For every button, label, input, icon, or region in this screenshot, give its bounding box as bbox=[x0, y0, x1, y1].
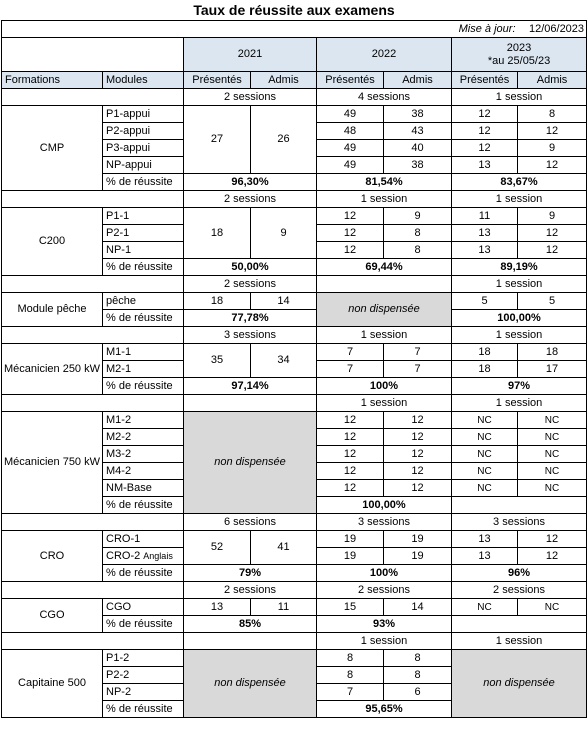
admis-2022: 43 bbox=[384, 123, 452, 140]
rate-label: % de réussite bbox=[103, 378, 184, 395]
sessions-2021: 2 sessions bbox=[184, 582, 317, 599]
module-name: pêche bbox=[103, 293, 184, 310]
presentes-2023: 13 bbox=[452, 225, 518, 242]
presentes-2021: 27 bbox=[184, 106, 251, 174]
presentes-2022: 12 bbox=[317, 242, 384, 259]
presentes-2023: NC bbox=[452, 429, 518, 446]
presentes-2022: 19 bbox=[317, 548, 384, 565]
rate-label: % de réussite bbox=[103, 616, 184, 633]
admis-2023: NC bbox=[518, 429, 587, 446]
admis-2023: 8 bbox=[518, 106, 587, 123]
sessions-2023: 2 sessions bbox=[452, 582, 587, 599]
blank-cell bbox=[2, 327, 184, 344]
header-presentes: Présentés bbox=[317, 72, 384, 89]
sessions-2022: 1 session bbox=[317, 327, 452, 344]
rate-2021: 97,14% bbox=[184, 378, 317, 395]
rate-2021: 79% bbox=[184, 565, 317, 582]
rate-2023: 96% bbox=[452, 565, 587, 582]
presentes-2022: 12 bbox=[317, 412, 384, 429]
presentes-2022: 15 bbox=[317, 599, 384, 616]
admis-2022: 7 bbox=[384, 361, 452, 378]
admis-2023: 9 bbox=[518, 140, 587, 157]
presentes-2023: 13 bbox=[452, 548, 518, 565]
rate-2022: 69,44% bbox=[317, 259, 452, 276]
module-code: CRO-2 bbox=[106, 549, 141, 562]
blank-cell bbox=[2, 582, 184, 599]
presentes-2023: 13 bbox=[452, 157, 518, 174]
module-name: M2-2 bbox=[103, 429, 184, 446]
presentes-2023: 12 bbox=[452, 140, 518, 157]
sessions-2022: 3 sessions bbox=[317, 514, 452, 531]
rate-2023: 100,00% bbox=[452, 310, 587, 327]
admis-2023: 12 bbox=[518, 225, 587, 242]
rate-2021: 50,00% bbox=[184, 259, 317, 276]
not-offered-2023: non dispensée bbox=[452, 650, 587, 718]
presentes-2022: 49 bbox=[317, 106, 384, 123]
admis-2021: 26 bbox=[251, 106, 317, 174]
presentes-2022: 8 bbox=[317, 667, 384, 684]
admis-2022: 14 bbox=[384, 599, 452, 616]
sessions-2023: 1 session bbox=[452, 191, 587, 208]
presentes-2023: 13 bbox=[452, 531, 518, 548]
admis-2022: 12 bbox=[384, 463, 452, 480]
presentes-2022: 49 bbox=[317, 157, 384, 174]
admis-2022: 8 bbox=[384, 242, 452, 259]
module-name: M3-2 bbox=[103, 446, 184, 463]
sessions-2021: 2 sessions bbox=[184, 276, 317, 293]
blank-cell bbox=[2, 395, 184, 412]
header-admis: Admis bbox=[518, 72, 587, 89]
presentes-2022: 12 bbox=[317, 446, 384, 463]
module-name: P2-2 bbox=[103, 667, 184, 684]
admis-2022: 6 bbox=[384, 684, 452, 701]
presentes-2022: 12 bbox=[317, 225, 384, 242]
admis-2023: 18 bbox=[518, 344, 587, 361]
admis-2023: NC bbox=[518, 599, 587, 616]
presentes-2022: 12 bbox=[317, 208, 384, 225]
module-name: P2-appui bbox=[103, 123, 184, 140]
header-admis: Admis bbox=[251, 72, 317, 89]
presentes-2023: NC bbox=[452, 446, 518, 463]
admis-2021: 9 bbox=[251, 208, 317, 259]
presentes-2023: NC bbox=[452, 599, 518, 616]
formation-name: CGO bbox=[2, 599, 103, 633]
module-name: P2-1 bbox=[103, 225, 184, 242]
presentes-2023: 12 bbox=[452, 123, 518, 140]
blank-cell bbox=[184, 633, 317, 650]
presentes-2021: 52 bbox=[184, 531, 251, 565]
module-name: M1-2 bbox=[103, 412, 184, 429]
rate-2021: 77,78% bbox=[184, 310, 317, 327]
module-name: M2-1 bbox=[103, 361, 184, 378]
sessions-2022: 1 session bbox=[317, 191, 452, 208]
sessions-2023: 1 session bbox=[452, 327, 587, 344]
presentes-2021: 18 bbox=[184, 293, 251, 310]
sessions-2022: 1 session bbox=[317, 633, 452, 650]
admis-2021: 14 bbox=[251, 293, 317, 310]
admis-2023: NC bbox=[518, 412, 587, 429]
year-2023-note: *au 25/05/23 bbox=[487, 54, 551, 67]
module-name: M1-1 bbox=[103, 344, 184, 361]
rate-label: % de réussite bbox=[103, 497, 184, 514]
blank-cell bbox=[2, 191, 184, 208]
header-admis: Admis bbox=[384, 72, 452, 89]
header-presentes: Présentés bbox=[452, 72, 518, 89]
sessions-2021: 3 sessions bbox=[184, 327, 317, 344]
admis-2021: 41 bbox=[251, 531, 317, 565]
sessions-2023: 1 session bbox=[452, 633, 587, 650]
header-modules: Modules bbox=[103, 72, 184, 89]
presentes-2022: 48 bbox=[317, 123, 384, 140]
module-name: CRO-1 bbox=[103, 531, 184, 548]
blank-cell bbox=[2, 633, 184, 650]
blank-cell bbox=[452, 497, 587, 514]
admis-2022: 12 bbox=[384, 446, 452, 463]
rate-2022: 93% bbox=[317, 616, 452, 633]
admis-2022: 8 bbox=[384, 225, 452, 242]
page-title: Taux de réussite aux examens bbox=[2, 0, 587, 21]
module-name: M4-2 bbox=[103, 463, 184, 480]
rate-2022: 100% bbox=[317, 565, 452, 582]
admis-2022: 40 bbox=[384, 140, 452, 157]
presentes-2023: NC bbox=[452, 480, 518, 497]
formation-name: Capitaine 500 bbox=[2, 650, 103, 718]
formation-name: CRO bbox=[2, 531, 103, 582]
blank-cell bbox=[184, 395, 317, 412]
blank-cell bbox=[2, 514, 184, 531]
admis-2023: 12 bbox=[518, 548, 587, 565]
sessions-2023: 1 session bbox=[452, 89, 587, 106]
presentes-2022: 12 bbox=[317, 429, 384, 446]
rate-label: % de réussite bbox=[103, 310, 184, 327]
admis-2022: 12 bbox=[384, 412, 452, 429]
admis-2022: 38 bbox=[384, 106, 452, 123]
admis-2021: 34 bbox=[251, 344, 317, 378]
rate-2021: 96,30% bbox=[184, 174, 317, 191]
module-name: P1-1 bbox=[103, 208, 184, 225]
presentes-2023: 13 bbox=[452, 242, 518, 259]
sessions-2022: 4 sessions bbox=[317, 89, 452, 106]
presentes-2021: 35 bbox=[184, 344, 251, 378]
update-date: 12/06/2023 bbox=[518, 21, 587, 38]
blank-cell bbox=[317, 276, 452, 293]
admis-2022: 12 bbox=[384, 480, 452, 497]
module-name: NP-2 bbox=[103, 684, 184, 701]
presentes-2023: NC bbox=[452, 412, 518, 429]
admis-2023: 17 bbox=[518, 361, 587, 378]
presentes-2023: 5 bbox=[452, 293, 518, 310]
presentes-2022: 8 bbox=[317, 650, 384, 667]
admis-2022: 8 bbox=[384, 667, 452, 684]
rate-2023: 97% bbox=[452, 378, 587, 395]
admis-2023: 5 bbox=[518, 293, 587, 310]
presentes-2021: 13 bbox=[184, 599, 251, 616]
year-2023 bbox=[452, 38, 587, 72]
rate-2023: 83,67% bbox=[452, 174, 587, 191]
year-2022: 2022 bbox=[317, 38, 452, 72]
not-offered-2022: non dispensée bbox=[317, 293, 452, 327]
year-2021: 2021 bbox=[184, 38, 317, 72]
module-name: P1-2 bbox=[103, 650, 184, 667]
rate-2023: 89,19% bbox=[452, 259, 587, 276]
presentes-2022: 19 bbox=[317, 531, 384, 548]
presentes-2022: 7 bbox=[317, 684, 384, 701]
sessions-2021: 2 sessions bbox=[184, 89, 317, 106]
module-name: NP-appui bbox=[103, 157, 184, 174]
sessions-2023: 1 session bbox=[452, 395, 587, 412]
presentes-2021: 18 bbox=[184, 208, 251, 259]
admis-2021: 11 bbox=[251, 599, 317, 616]
sessions-2023: 3 sessions bbox=[452, 514, 587, 531]
module-language: Anglais bbox=[143, 550, 173, 561]
admis-2023: 12 bbox=[518, 157, 587, 174]
rate-2022: 100% bbox=[317, 378, 452, 395]
sessions-2023: 1 session bbox=[452, 276, 587, 293]
rate-label: % de réussite bbox=[103, 701, 184, 718]
sessions-2021: 2 sessions bbox=[184, 191, 317, 208]
presentes-2022: 49 bbox=[317, 140, 384, 157]
admis-2022: 7 bbox=[384, 344, 452, 361]
formation-name: C200 bbox=[2, 208, 103, 276]
presentes-2022: 7 bbox=[317, 344, 384, 361]
exam-results-table bbox=[1, 0, 587, 718]
admis-2023: 9 bbox=[518, 208, 587, 225]
rate-label: % de réussite bbox=[103, 565, 184, 582]
admis-2023: 12 bbox=[518, 123, 587, 140]
formation-name: Module pêche bbox=[2, 293, 103, 327]
blank-cell bbox=[2, 89, 184, 106]
admis-2022: 19 bbox=[384, 531, 452, 548]
presentes-2022: 7 bbox=[317, 361, 384, 378]
blank-cell bbox=[2, 276, 184, 293]
module-name: P1-appui bbox=[103, 106, 184, 123]
admis-2022: 8 bbox=[384, 650, 452, 667]
header-presentes: Présentés bbox=[184, 72, 251, 89]
sessions-2021: 6 sessions bbox=[184, 514, 317, 531]
formation-name: Mécanicien 750 kW bbox=[2, 412, 103, 514]
header-formations: Formations bbox=[2, 72, 103, 89]
presentes-2023: 12 bbox=[452, 106, 518, 123]
rate-label: % de réussite bbox=[103, 174, 184, 191]
not-offered-2021: non dispensée bbox=[184, 650, 317, 718]
admis-2023: 12 bbox=[518, 531, 587, 548]
rate-2021: 85% bbox=[184, 616, 317, 633]
rate-2022: 95,65% bbox=[317, 701, 452, 718]
sessions-2022: 2 sessions bbox=[317, 582, 452, 599]
module-name: CGO bbox=[103, 599, 184, 616]
module-name bbox=[103, 548, 184, 565]
admis-2022: 12 bbox=[384, 429, 452, 446]
year-2023-label: 2023 bbox=[506, 41, 532, 54]
blank-cell bbox=[2, 21, 452, 38]
presentes-2023: 18 bbox=[452, 361, 518, 378]
admis-2023: NC bbox=[518, 446, 587, 463]
admis-2022: 38 bbox=[384, 157, 452, 174]
rate-2022: 81,54% bbox=[317, 174, 452, 191]
admis-2022: 19 bbox=[384, 548, 452, 565]
update-label: Mise à jour: bbox=[452, 21, 518, 38]
module-name: P3-appui bbox=[103, 140, 184, 157]
rate-label: % de réussite bbox=[103, 259, 184, 276]
admis-2023: NC bbox=[518, 480, 587, 497]
presentes-2023: 18 bbox=[452, 344, 518, 361]
presentes-2022: 12 bbox=[317, 480, 384, 497]
presentes-2023: NC bbox=[452, 463, 518, 480]
presentes-2022: 12 bbox=[317, 463, 384, 480]
formation-name: CMP bbox=[2, 106, 103, 191]
blank-cell bbox=[452, 616, 587, 633]
blank-cell bbox=[2, 38, 184, 72]
presentes-2023: 11 bbox=[452, 208, 518, 225]
formation-name: Mécanicien 250 kW bbox=[2, 344, 103, 395]
module-name: NM-Base bbox=[103, 480, 184, 497]
admis-2022: 9 bbox=[384, 208, 452, 225]
admis-2023: NC bbox=[518, 463, 587, 480]
admis-2023: 12 bbox=[518, 242, 587, 259]
sessions-2022: 1 session bbox=[317, 395, 452, 412]
rate-2022: 100,00% bbox=[317, 497, 452, 514]
module-name: NP-1 bbox=[103, 242, 184, 259]
not-offered-2021: non dispensée bbox=[184, 412, 317, 514]
